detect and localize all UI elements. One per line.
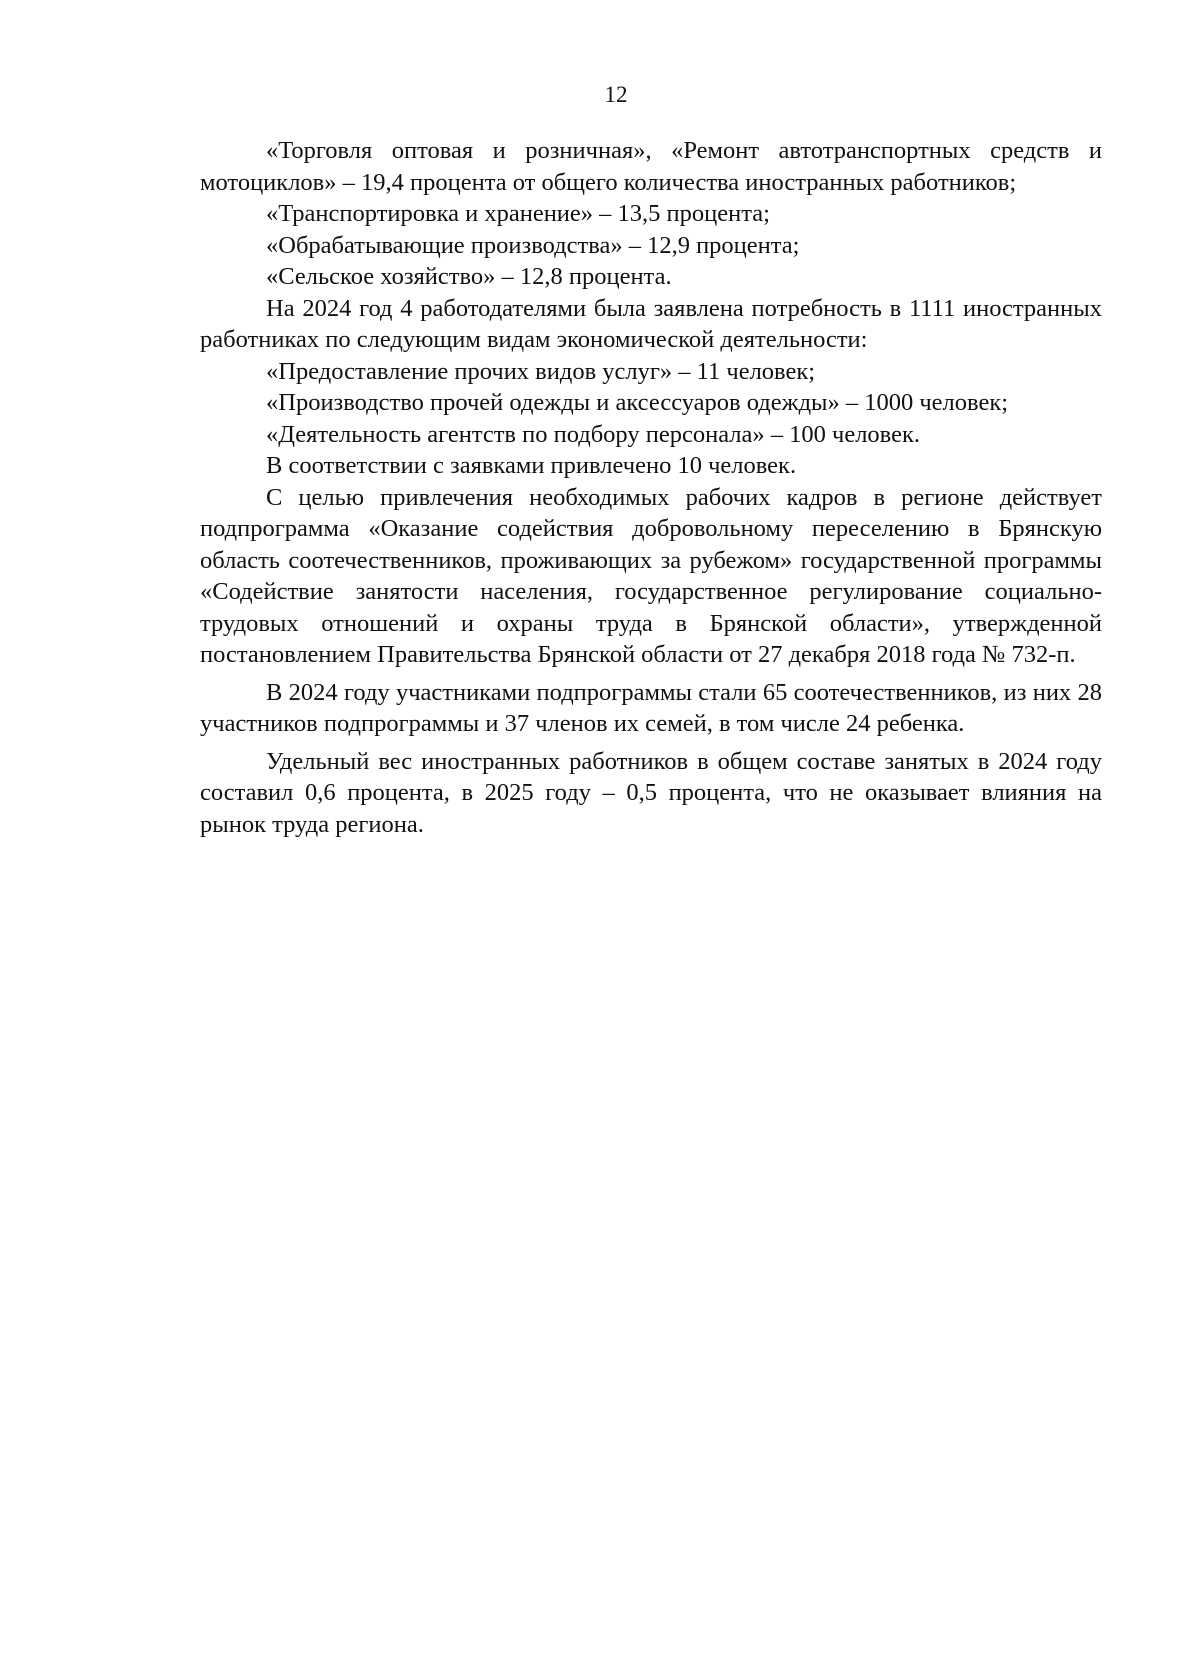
paragraph-attracted-count: В соответствии с заявками привлечено 10 человек. [266,452,797,479]
paragraph-manufacturing-share: «Обрабатывающие производства» – 12,9 процента; [266,231,800,259]
paragraph-agency-demand: «Деятельность агентств по подбору персонала» – 100 человек. [266,420,921,448]
paragraph-resettlement-program: С целью привлечения необходимых рабочих кадров в регионе действует подпрограмма «Оказание содействия добровольному переселению в Брянскую область соотечественников, проживающих за рубежом» государственной программы «Содействие занятости населения, государственное регулирование социально-трудовых отношений и охраны труда в Брянской области», утвержденной постановлением Правительства Брянской области от 27 декабря 2018 года № 732-п. [200,483,1102,668]
paragraph-services-demand: «Предоставление прочих видов услуг» – 11 человек; [266,357,816,385]
document-body [200,135,1102,840]
paragraph-employer-demand: На 2024 год 4 работодателями была заявлена потребность в 1111 иностранных работниках по следующим видам экономической деятельности: [200,294,1102,353]
paragraph-clothing-demand: «Производство прочей одежды и аксессуаров одежды» – 1000 человек; [266,389,1009,416]
paragraph-program-participants: В 2024 году участниками подпрограммы стали 65 соотечественников, из них 28 участников подпрограммы и 37 членов их семей, в том числе 24 ребенка. [200,678,1102,737]
page-number: 12 [604,82,628,107]
paragraph-foreign-workers-share: Удельный вес иностранных работников в общем составе занятых в 2024 году составил 0,6 процента, в 2025 году – 0,5 процента, что не оказывает влияния на рынок труда региона. [200,747,1102,838]
paragraph-transport-share: «Транспортировка и хранение» – 13,5 процента; [266,200,770,227]
paragraph-agriculture-share: «Сельское хозяйство» – 12,8 процента. [266,263,672,290]
paragraph-trade-share: «Торговля оптовая и розничная», «Ремонт автотранспортных средств и мотоциклов» – 19,4 процента от общего количества иностранных работников; [200,137,1102,196]
